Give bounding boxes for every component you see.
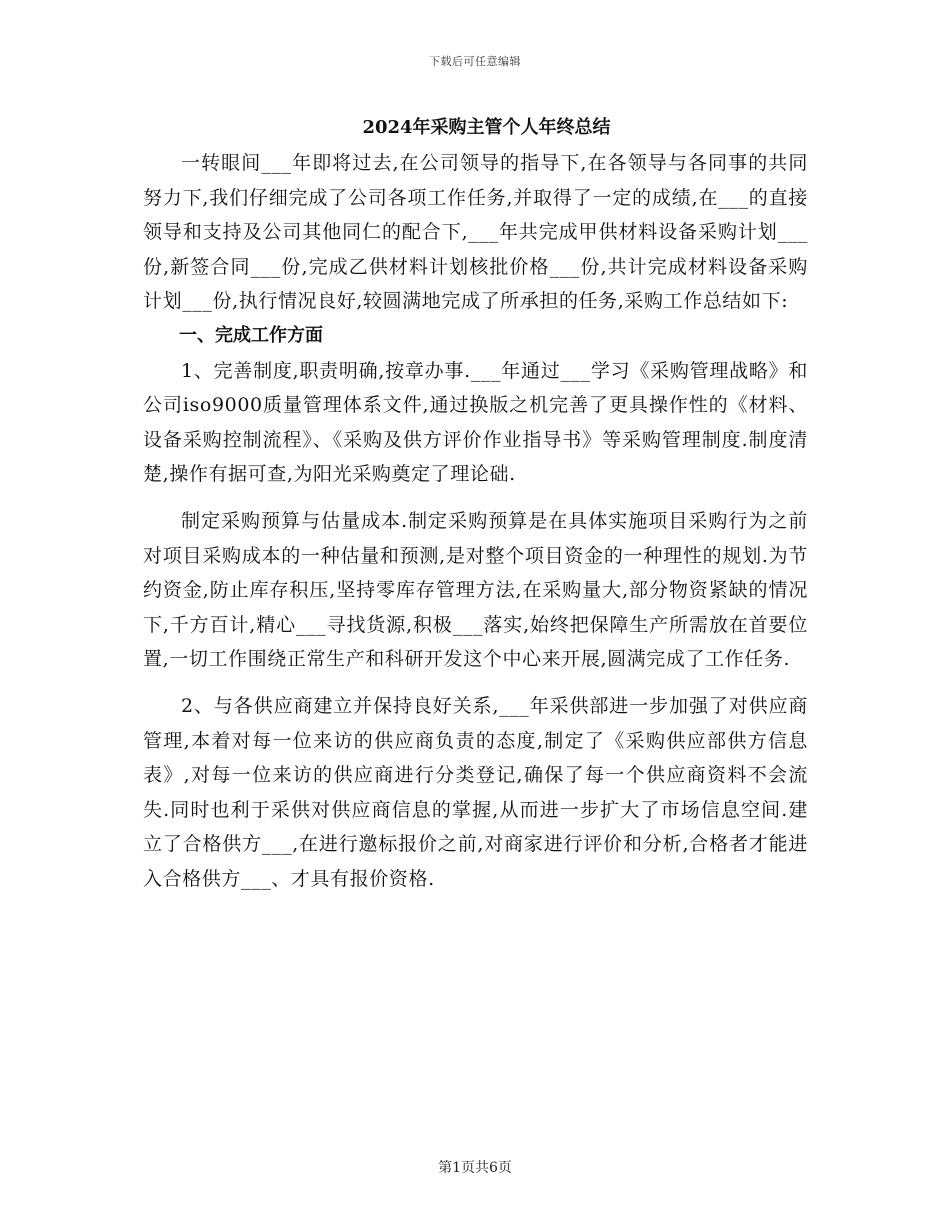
section-heading: 一、完成工作方面	[179, 324, 323, 346]
page-header: 下载后可任意编辑	[429, 55, 521, 68]
paragraph-system: 1、完善制度,职责明确,按章办事.___年通过___学习《采购管理战略》和公司iso9000质量管理体系文件,通过换版之机完善了更具操作性的《材料、设备采购控制流程》、《采购及供方评价作业指导书》等采购管理制度.制度清楚,操作有据可查,为阳光采购奠定了理论础.	[143, 359, 808, 486]
page-number: 第1页共6页	[438, 1160, 512, 1176]
document-body	[143, 112, 808, 896]
paragraph-suppliers: 2、与各供应商建立并保持良好关系,___年采供部进一步加强了对供应商管理,本着对每一位来访的供应商负责的态度,制定了《采购供应部供方信息表》,对每一位来访的供应商进行分类登记,确保了每一个供应商资料不会流失.同时也利于采供对供应商信息的掌握,从而进一步扩大了市场信息空间.建立了合格供方___,在进行邀标报价之前,对商家进行评价和分析,合格者才能进入合格供方___、才具有报价资格.	[143, 694, 808, 890]
paragraph-budget: 制定采购预算与估量成本.制定采购预算是在具体实施项目采购行为之前对项目采购成本的一种估量和预测,是对整个项目资金的一种理性的规划.为节约资金,防止库存积压,坚持零库存管理方法,在采购量大,部分物资紧缺的情况下,千方百计,精心___寻找货源,积极___落实,始终把保障生产所需放在首要位置,一切工作围绕正常生产和科研开发这个中心来开展,圆满完成了工作任务.	[143, 509, 808, 671]
document-title: 2024年采购主管个人年终总结	[362, 117, 611, 138]
intro-paragraph: 一转眼间___年即将过去,在公司领导的指导下,在各领导与各同事的共同努力下,我们仔细完成了公司各项工作任务,并取得了一定的成绩,在___的直接领导和支持及公司其他同仁的配合下,___年共完成甲供材料设备采购计划___份,新签合同___份,完成乙供材料计划核批价格___份,共计完成材料设备采购计划___份,执行情况良好,较圆满地完成了所承担的任务,采购工作总结如下:	[143, 152, 808, 313]
